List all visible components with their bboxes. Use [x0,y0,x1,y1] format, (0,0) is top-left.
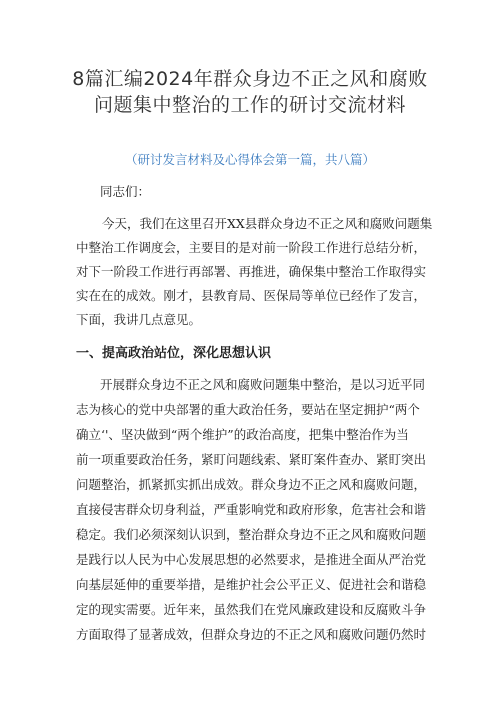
intro-line: 今天，我们在这里召开XX县群众身边不正之风和腐败问题集 [102,216,433,231]
document-subtitle: （研讨发言材料及心得体会第一篇，共八篇） [124,152,375,167]
section-line: 向基层延伸的重要举措，是维护社会公平正义、促进社会和谐稳 [76,577,427,592]
section-line: 问题整治，抓紧抓实抓出成效。群众身边不正之风和腐败问题， [76,477,427,492]
section-line: 前一项重要政治任务，紧盯问题线索、紧盯案件查办、紧盯突出 [76,452,427,467]
section-line: 开展群众身边不正之风和腐败问题集中整治，是以习近平同 [100,377,426,392]
section-heading: 一、提高政治站位，深化思想认识 [76,346,272,361]
document-title-line-1: 8篇汇编2024年群众身边不正之风和腐败 [72,68,428,90]
section-line: 方面取得了显著成效，但群众身边的不正之风和腐败问题仍然时 [76,627,427,642]
section-line: 确立‘'、坚决做到“两个维护”的政治高度，把集中整治作为当 [76,427,409,442]
greeting: 同志们： [100,184,151,199]
intro-line: 中整治工作调度会，主要目的是对前一阶段工作进行总结分析， [76,240,427,255]
intro-line: 下面，我讲几点意见。 [76,312,202,327]
section-line: 直接侵害群众切身利益，严重影响党和政府形象，危害社会和谐 [76,502,427,517]
section-line: 定的现实需要。近年来，虽然我们在党风廉政建设和反腐败斗争 [76,602,427,617]
section-line: 志为核心的党中央部署的重大政治任务，要站在坚定拥护“两个 [76,402,420,417]
intro-line: 对下一阶段工作进行再部署、再推进，确保集中整治工作取得实 [76,264,427,279]
intro-line: 实在在的成效。刚才，县教育局、医保局等单位已经作了发言， [76,288,427,303]
document-title-line-2: 问题集中整治的工作的研讨交流材料 [93,94,406,116]
section-line: 是践行以人民为中心发展思想的必然要求，是推进全面从严治党 [76,552,427,567]
section-line: 稳定。我们必须深刻认识到，整治群众身边不正之风和腐败问题 [76,527,427,542]
